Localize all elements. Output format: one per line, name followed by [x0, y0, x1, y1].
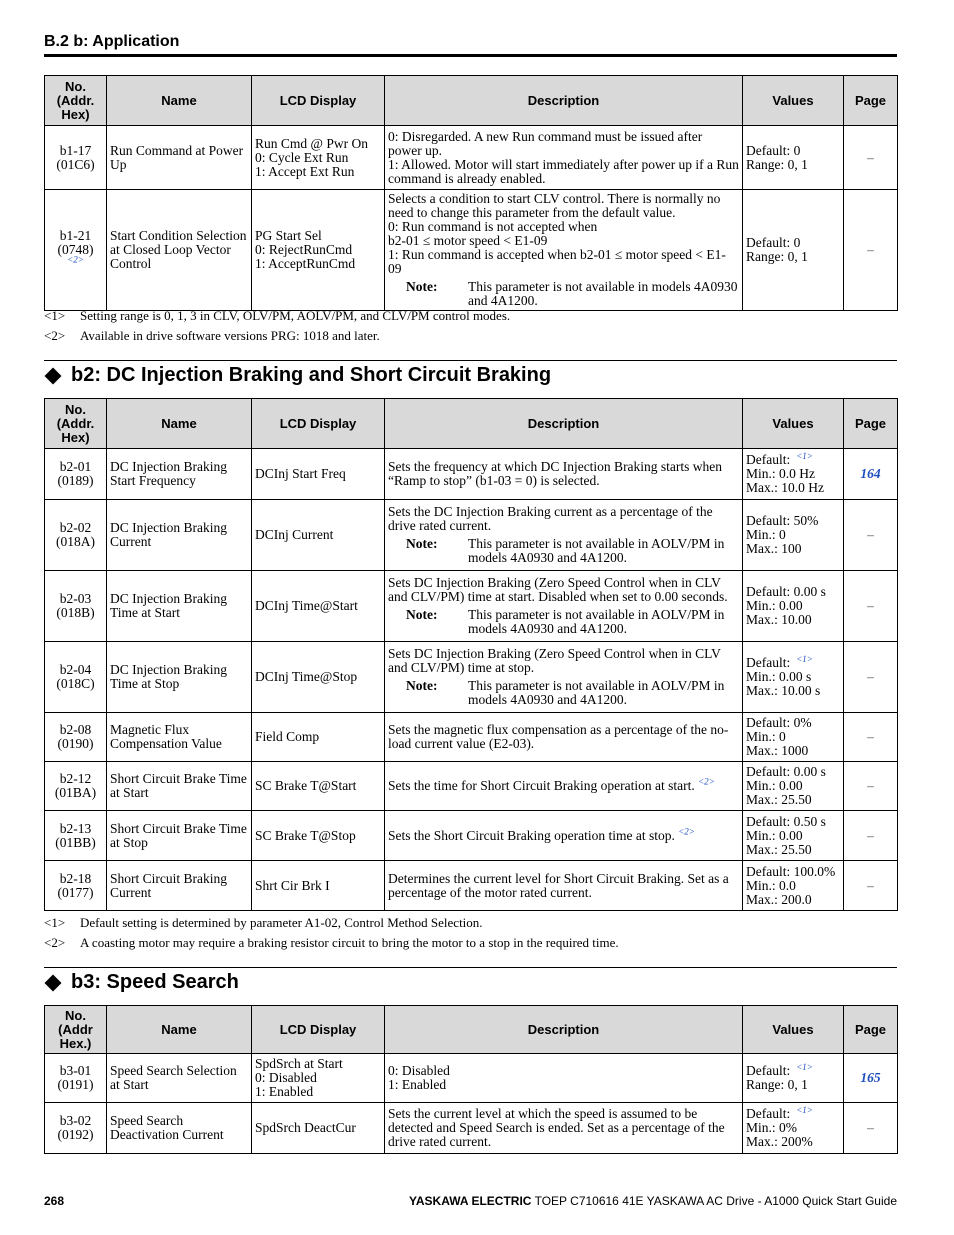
footer-doc-title: TOEP C710616 41E YASKAWA AC Drive - A1000 Quick Start Guide [534, 1194, 897, 1208]
table-row [45, 861, 898, 911]
cell-line: Min.: 0.0 [746, 877, 796, 893]
cell-line [746, 1104, 840, 1121]
description-text: Determines the current level for Short Circuit Braking. Set as a percentage of the motor rated current. [388, 870, 729, 900]
footnote [44, 308, 510, 324]
footnote-ref: <1> [796, 653, 813, 664]
col-header-lcd: LCD Display [252, 76, 385, 126]
cell-line: 1: AcceptRunCmd [255, 256, 356, 271]
cell-line: (018B) [56, 605, 95, 620]
section-title-text: b2: DC Injection Braking and Short Circuit Braking [71, 364, 552, 386]
cell-line: b2-12 [59, 771, 92, 786]
values-default-label: Default: [746, 452, 791, 467]
cell-description [385, 190, 743, 311]
cell-values [743, 449, 844, 500]
footnote-ref: <1> [796, 450, 813, 461]
cell-name: Speed Search Selection at Start [107, 1054, 252, 1103]
cell-line: b2-04 [59, 662, 92, 677]
section-title-b2 [44, 364, 551, 387]
footnote-text: Default setting is determined by parameter A1-02, Control Method Selection. [80, 915, 483, 930]
cell-line: Default: 0% [746, 715, 812, 730]
cell-param-no [45, 449, 107, 500]
cell-line: Default: 0 [746, 142, 801, 158]
cell-line: SpdSrch DeactCur [255, 1120, 356, 1135]
cell-line: (018A) [56, 534, 95, 549]
cell-name: Run Command at Power Up [107, 126, 252, 190]
cell-line: b2-02 [59, 520, 92, 535]
cell-line: PG Start Sel [255, 228, 322, 243]
cell-param-no [45, 1054, 107, 1103]
page-dash: – [867, 669, 874, 684]
cell-line: (0189) [57, 473, 94, 488]
cell-line: Selects a condition to start CLV control. There is normally no need to change this parameter from the default value. [388, 191, 721, 220]
footnote [44, 328, 380, 344]
col-header-no: No. (Addr Hex.) [45, 1006, 107, 1054]
footer-brand: YASKAWA ELECTRIC [408, 1194, 532, 1208]
cell-line: Range: 0, 1 [746, 249, 808, 264]
cell-line: b1-21 [59, 228, 92, 243]
cell-param-no [45, 571, 107, 642]
cell-values [743, 811, 844, 861]
cell-line: Range: 0, 1 [746, 1077, 808, 1092]
cell-name: Magnetic Flux Compensation Value [107, 713, 252, 762]
cell-line: 1: Allowed. Motor will start immediately after power up if a Run command is already enabled. [388, 156, 739, 186]
description-text: Sets the time for Short Circuit Braking operation at start. [388, 778, 695, 793]
footnote-key: <1> [44, 308, 66, 323]
cell-name: Short Circuit Brake Time at Stop [107, 811, 252, 861]
cell-line: Max.: 10.00 [746, 612, 812, 627]
cell-line: Range: 0, 1 [746, 156, 808, 172]
values-default-label: Default: [746, 1106, 791, 1121]
note-label: Note: [406, 607, 438, 622]
cell-param-no [45, 811, 107, 861]
cell-lcd: DCInj Start Freq [252, 449, 385, 500]
cell-line: b2-01 [59, 459, 92, 474]
cell-description [385, 642, 743, 713]
page-dash: – [867, 1120, 874, 1135]
page-dash: – [867, 729, 874, 744]
cell-line: Min.: 0.00 [746, 778, 803, 793]
col-header-no: No. (Addr. Hex) [45, 399, 107, 449]
description-text: Sets DC Injection Braking (Zero Speed Control when in CLV and CLV/PM) time at start. Disabled when set to 0.00 seconds. [388, 575, 728, 604]
cell-line: b2-08 [59, 722, 92, 737]
page-link[interactable]: 164 [860, 466, 881, 481]
cell-lcd [252, 1103, 385, 1154]
cell-line: (01C6) [56, 156, 95, 172]
note-text: This parameter is not available in AOLV/PM in models 4A0930 and 4A1200. [468, 607, 725, 636]
cell-lcd [252, 126, 385, 190]
cell-values [743, 500, 844, 571]
footnote-text: A coasting motor may require a braking resistor circuit to bring the motor to a stop in the required time. [80, 935, 619, 950]
cell-name: Short Circuit Braking Current [107, 861, 252, 911]
cell-param-no [45, 190, 107, 311]
col-header-no: No. (Addr. Hex) [45, 76, 107, 126]
cell-line: b2-18 [59, 870, 92, 886]
col-header-values: Values [743, 399, 844, 449]
cell-line: b2-01 ≤ motor speed < E1-09 [388, 233, 548, 248]
cell-name: Start Condition Selection at Closed Loop Vector Control [107, 190, 252, 311]
cell-param-no [45, 126, 107, 190]
note-text: This parameter is not available in AOLV/PM in models 4A0930 and 4A1200. [468, 536, 725, 565]
page-dash: – [867, 527, 874, 542]
cell-line: 1: Run command is accepted when b2-01 ≤ motor speed < E1-09 [388, 247, 726, 276]
cell-page [844, 713, 898, 762]
table-row [45, 190, 898, 311]
cell-values [743, 1054, 844, 1103]
cell-line [746, 653, 840, 670]
note-label: Note: [406, 678, 438, 693]
cell-param-no [45, 762, 107, 811]
cell-line: b2-03 [59, 591, 92, 606]
cell-line: Sets the current level at which the speed is assumed to be detected and Speed Search is ended. Set as a percentage of the drive rated current. [388, 1106, 725, 1149]
page-dash: – [867, 827, 874, 843]
table-row [45, 762, 898, 811]
cell-line: Default: 0.00 s [746, 584, 826, 599]
cell-description [385, 1103, 743, 1154]
cell-line: Default: 100.0% [746, 863, 836, 879]
cell-line: 0: Cycle Ext Run [255, 149, 349, 165]
cell-line: (0190) [57, 736, 94, 751]
cell-line: (01BA) [54, 785, 97, 800]
cell-page [844, 500, 898, 571]
cell-line: 1: Accept Ext Run [255, 163, 355, 179]
page-dash: – [867, 149, 874, 165]
col-header-page: Page [844, 1006, 898, 1054]
description-text: Sets the frequency at which DC Injection Braking starts when “Ramp to stop” (b1-03 = 0) is selected. [388, 459, 723, 488]
footer-doc-info [409, 1194, 897, 1208]
table-row [45, 500, 898, 571]
cell-line: Default: 0.00 s [746, 764, 826, 779]
col-header-values: Values [743, 1006, 844, 1054]
description-text: Sets DC Injection Braking (Zero Speed Control when in CLV and CLV/PM) time at stop. [388, 646, 721, 675]
cell-param-no [45, 713, 107, 762]
note-block [388, 280, 739, 308]
footnote-key: <1> [44, 915, 66, 930]
cell-values [743, 1103, 844, 1154]
cell-line: Max.: 10.00 s [746, 683, 821, 698]
cell-line: Default: 0 [746, 235, 801, 250]
cell-lcd [252, 190, 385, 311]
cell-line: 0: Disregarded. A new Run command must be issued after power up. [388, 128, 703, 158]
cell-line: (01BB) [55, 834, 96, 850]
cell-line: Max.: 10.0 Hz [746, 480, 824, 495]
cell-values [743, 571, 844, 642]
cell-line: 0: Disabled [255, 1070, 317, 1085]
cell-line: Max.: 25.50 [746, 841, 812, 857]
cell-line: 0: Disabled [388, 1063, 450, 1078]
diamond-bullet-icon [45, 974, 62, 991]
cell-param-no [45, 861, 107, 911]
cell-line: (0192) [57, 1127, 94, 1142]
cell-line: Run Cmd @ Pwr On [255, 135, 368, 151]
diamond-bullet-icon [45, 367, 62, 384]
cell-description [385, 126, 743, 190]
table-row [45, 811, 898, 861]
footnote-ref: <2> [67, 254, 84, 265]
col-header-values: Values [743, 76, 844, 126]
note-text: This parameter is not available in AOLV/PM in models 4A0930 and 4A1200. [468, 678, 725, 707]
cell-description [385, 571, 743, 642]
footnote-key: <2> [44, 328, 66, 343]
cell-line [746, 450, 840, 467]
note-label: Note: [406, 536, 438, 551]
note-label: Note: [406, 279, 438, 294]
page-dash: – [867, 877, 874, 893]
parameter-table-b2 [44, 398, 898, 911]
table-row [45, 571, 898, 642]
footnote-ref: <2> [678, 826, 695, 836]
values-default-label: Default: [746, 655, 791, 670]
page-dash: – [867, 598, 874, 613]
cell-line: Min.: 0.0 Hz [746, 466, 815, 481]
cell-line: b3-02 [59, 1113, 92, 1128]
cell-page [844, 1054, 898, 1103]
cell-description [385, 713, 743, 762]
cell-lcd: Field Comp [252, 713, 385, 762]
section-header: B.2 b: Application [44, 33, 180, 50]
cell-lcd: DCInj Time@Stop [252, 642, 385, 713]
cell-line: Min.: 0 [746, 729, 786, 744]
cell-line: Min.: 0.00 [746, 827, 803, 843]
description-text: Sets the magnetic flux compensation as a percentage of the no-load current value (E2-03). [388, 722, 729, 751]
col-header-name: Name [107, 399, 252, 449]
cell-name: Short Circuit Brake Time at Start [107, 762, 252, 811]
cell-line: Min.: 0.00 s [746, 669, 812, 684]
cell-line: Min.: 0% [746, 1120, 798, 1135]
values-default-label: Default: [746, 1063, 791, 1078]
col-header-lcd: LCD Display [252, 1006, 385, 1054]
col-header-description: Description [385, 76, 743, 126]
table-row [45, 1103, 898, 1154]
cell-line: b3-01 [59, 1063, 92, 1078]
cell-line: Max.: 25.50 [746, 792, 812, 807]
cell-lcd: DCInj Time@Start [252, 571, 385, 642]
note-text: This parameter is not available in models 4A0930 and 4A1200. [468, 279, 738, 308]
page-number: 268 [44, 1194, 65, 1208]
col-header-description: Description [385, 1006, 743, 1054]
footnote-ref: <1> [796, 1061, 813, 1072]
cell-name: DC Injection Braking Time at Stop [107, 642, 252, 713]
cell-page [844, 190, 898, 311]
cell-line: Min.: 0.00 [746, 598, 803, 613]
cell-description [385, 1054, 743, 1103]
cell-param-no [45, 642, 107, 713]
cell-page [844, 1103, 898, 1154]
cell-line: (018C) [56, 676, 95, 691]
cell-line: SpdSrch at Start [255, 1056, 343, 1071]
table-row [45, 1054, 898, 1103]
cell-line: Max.: 200.0 [746, 891, 812, 907]
cell-values [743, 762, 844, 811]
table-row [45, 449, 898, 500]
parameter-table-b3 [44, 1005, 898, 1154]
table-row [45, 713, 898, 762]
footnote-ref: <2> [698, 776, 715, 787]
note-block [388, 608, 739, 636]
cell-description [385, 500, 743, 571]
cell-lcd: Shrt Cir Brk I [252, 861, 385, 911]
page-link[interactable]: 165 [860, 1070, 881, 1085]
col-header-lcd: LCD Display [252, 399, 385, 449]
cell-description [385, 811, 743, 861]
cell-page [844, 762, 898, 811]
cell-page [844, 861, 898, 911]
footnote-key: <2> [44, 935, 66, 950]
cell-line: Max.: 200% [746, 1134, 813, 1149]
cell-line: (0191) [57, 1077, 94, 1092]
footnote [44, 915, 483, 931]
cell-line: (0748) [57, 242, 94, 257]
footnote-ref: <1> [796, 1104, 813, 1115]
cell-lcd: SC Brake T@Start [252, 762, 385, 811]
section-title-text: b3: Speed Search [71, 971, 239, 993]
col-header-page: Page [844, 399, 898, 449]
cell-line: Default: 0.50 s [746, 813, 826, 829]
cell-line: b1-17 [59, 142, 92, 158]
description-text: Sets the DC Injection Braking current as a percentage of the drive rated current. [388, 504, 713, 533]
footnote [44, 935, 619, 951]
cell-page [844, 571, 898, 642]
cell-values [743, 861, 844, 911]
page-dash: – [867, 778, 874, 793]
cell-name: DC Injection Braking Start Frequency [107, 449, 252, 500]
cell-param-no [45, 1103, 107, 1154]
cell-line: Max.: 100 [746, 541, 802, 556]
col-header-page: Page [844, 76, 898, 126]
cell-line: Min.: 0 [746, 527, 786, 542]
cell-page [844, 811, 898, 861]
cell-name: DC Injection Braking Current [107, 500, 252, 571]
description-text: Sets the Short Circuit Braking operation time at stop. [388, 827, 675, 843]
cell-name: DC Injection Braking Time at Start [107, 571, 252, 642]
parameter-table-b1 [44, 75, 898, 311]
cell-lcd: DCInj Current [252, 500, 385, 571]
cell-line: Max.: 1000 [746, 743, 809, 758]
cell-line: 0: Run command is not accepted when [388, 219, 598, 234]
note-block [388, 537, 739, 565]
cell-values [743, 126, 844, 190]
cell-line: 0: RejectRunCmd [255, 242, 353, 257]
cell-page [844, 126, 898, 190]
cell-values [743, 713, 844, 762]
section-divider [44, 360, 897, 361]
cell-line: (0177) [57, 884, 94, 900]
cell-page [844, 642, 898, 713]
table-row [45, 126, 898, 190]
section-title-b3 [44, 971, 239, 994]
col-header-description: Description [385, 399, 743, 449]
page-dash: – [867, 242, 874, 257]
footnote-text: Available in drive software versions PRG: 1018 and later. [80, 328, 380, 343]
cell-lcd [252, 1054, 385, 1103]
section-divider [44, 967, 897, 968]
cell-line: b2-13 [59, 820, 92, 836]
note-block [388, 679, 739, 707]
cell-name: Speed Search Deactivation Current [107, 1103, 252, 1154]
cell-line: 1: Enabled [255, 1084, 314, 1099]
cell-description [385, 449, 743, 500]
cell-line [746, 1061, 840, 1078]
cell-lcd: SC Brake T@Stop [252, 811, 385, 861]
cell-page [844, 449, 898, 500]
cell-values [743, 642, 844, 713]
cell-line: Default: 50% [746, 513, 819, 528]
header-rule [44, 54, 897, 57]
cell-line: 1: Enabled [388, 1077, 447, 1092]
cell-description [385, 762, 743, 811]
col-header-name: Name [107, 1006, 252, 1054]
footnote-text: Setting range is 0, 1, 3 in CLV, OLV/PM, AOLV/PM, and CLV/PM control modes. [80, 308, 511, 323]
table-row [45, 642, 898, 713]
cell-values [743, 190, 844, 311]
cell-description [385, 861, 743, 911]
cell-param-no [45, 500, 107, 571]
col-header-name: Name [107, 76, 252, 126]
